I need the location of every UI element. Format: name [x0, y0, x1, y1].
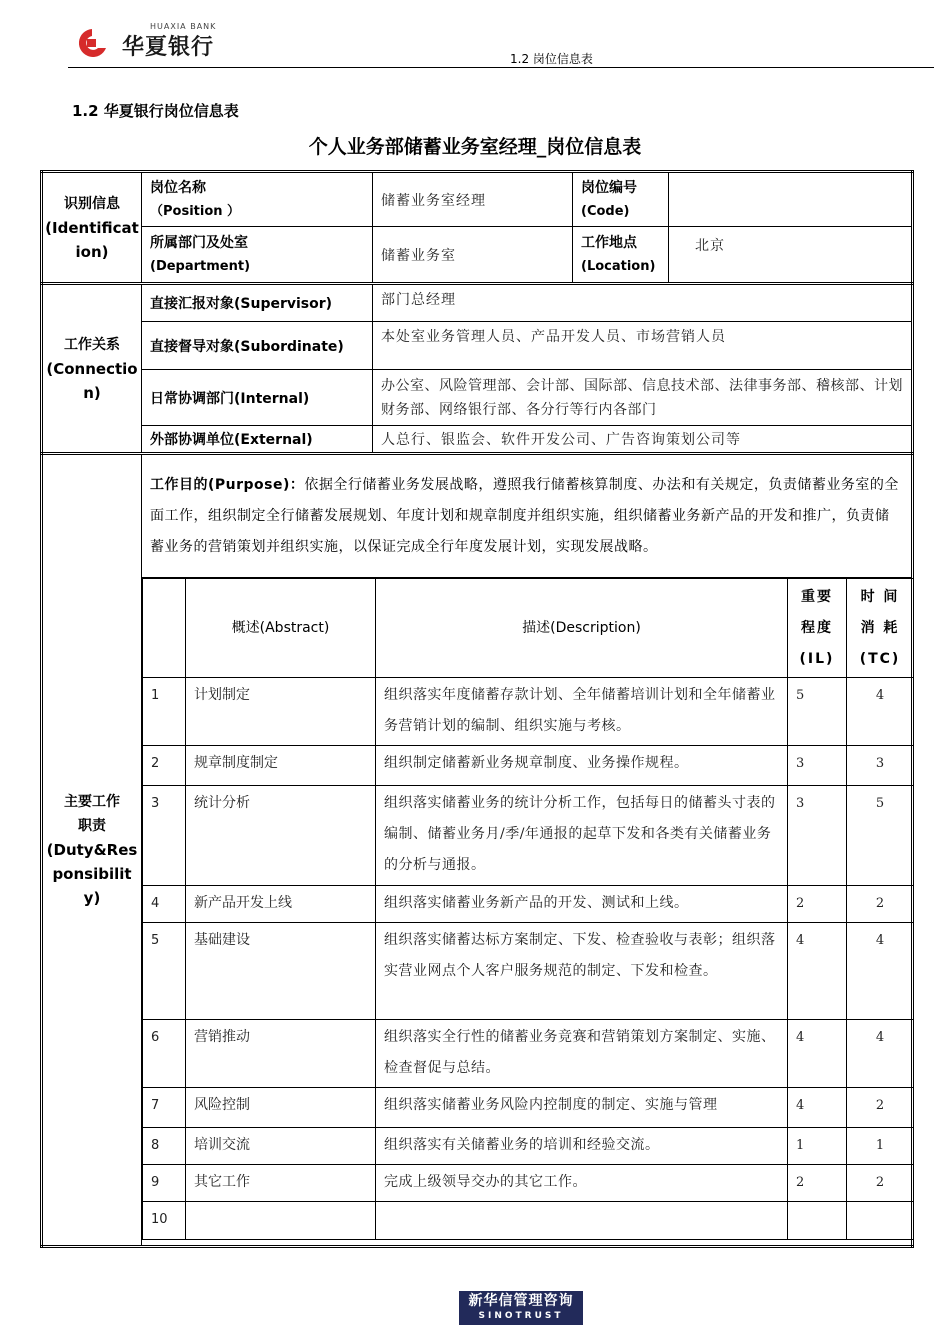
department-en: (Department): [150, 258, 251, 274]
connection-label-en: (Connection): [46, 359, 138, 402]
location-value: 北京: [669, 227, 913, 284]
sinotrust-logo: [459, 1291, 583, 1325]
duty-label-en: (Duty&Responsibility): [46, 841, 138, 907]
row-importance: 2: [788, 1165, 847, 1202]
row-description: 组织落实储蓄业务新产品的开发、测试和上线。: [376, 886, 788, 923]
logo-chinese-text: 华夏银行: [122, 35, 215, 60]
connection-label: [42, 284, 142, 454]
purpose-label: 工作目的(Purpose)：: [150, 476, 305, 493]
row-number: 4: [143, 886, 186, 923]
location-label: 工作地点: [581, 234, 637, 251]
row-time: 4: [847, 678, 914, 746]
row-time: 2: [847, 1165, 914, 1202]
row-number: 9: [143, 1165, 186, 1202]
position-code-cell: [573, 172, 669, 227]
row-time: 4: [847, 1020, 914, 1088]
row-importance: 2: [788, 886, 847, 923]
row-abstract: 培训交流: [186, 1128, 376, 1165]
purpose-cell: [142, 454, 913, 578]
row-description: 组织落实储蓄业务风险内控制度的制定、实施与管理: [376, 1088, 788, 1128]
header-no: [143, 579, 186, 678]
row-abstract: 统计分析: [186, 786, 376, 886]
duty-label: [42, 454, 142, 1247]
supervisor-label: 直接汇报对象(Supervisor): [142, 284, 373, 322]
header-abstract: 概述(Abstract): [186, 579, 376, 678]
duty-row: [143, 1165, 914, 1202]
supervisor-value: 部门总经理: [373, 284, 913, 322]
duty-rows: [143, 678, 914, 1240]
page-header: [0, 0, 950, 70]
row-time: 3: [847, 746, 914, 786]
row-abstract: 营销推动: [186, 1020, 376, 1088]
duty-row: [143, 886, 914, 923]
duty-label-cn: 主要工作职责: [64, 794, 120, 834]
connection-table: [40, 282, 914, 455]
subordinate-value: 本处室业务管理人员、产品开发人员、市场营销人员: [373, 322, 913, 370]
purpose-text: 依据全行储蓄业务发展战略，遵照我行储蓄核算制度、办法和有关规定，负责储蓄业务室的全面工作，组织制定全行储蓄发展规划、年度计划和规章制度并组织实施，组织储蓄业务新产品的开发和推广，负责储蓄业务的营销策划并组织实施，以保证完成全行年度发展计划，实现发展战略。: [150, 476, 899, 555]
row-description: 完成上级领导交办的其它工作。: [376, 1165, 788, 1202]
position-name-cell: [142, 172, 373, 227]
row-abstract: 计划制定: [186, 678, 376, 746]
duty-detail-cell: [142, 578, 913, 1247]
row-time: 2: [847, 1088, 914, 1128]
row-time: 5: [847, 786, 914, 886]
row-time: 1: [847, 1128, 914, 1165]
row-description: 组织落实有关储蓄业务的培训和经验交流。: [376, 1128, 788, 1165]
position-code-en: (Code): [581, 203, 630, 219]
row-importance: 3: [788, 746, 847, 786]
duty-row: [143, 786, 914, 886]
row-number: 5: [143, 923, 186, 1020]
row-number: 2: [143, 746, 186, 786]
duty-row: [143, 1202, 914, 1240]
position-name-value: 储蓄业务室经理: [373, 172, 573, 227]
identification-label-en: (Identification): [45, 218, 139, 261]
row-description: 组织制定储蓄新业务规章制度、业务操作规程。: [376, 746, 788, 786]
section-title: 1.2 华夏银行岗位信息表: [72, 102, 239, 120]
row-importance: 4: [788, 923, 847, 1020]
identification-label-cn: 识别信息: [64, 195, 120, 212]
department-cell: [142, 227, 373, 284]
header-rule: [68, 67, 934, 68]
duty-row: [143, 923, 914, 1020]
huaxia-bank-logo-icon: [72, 26, 112, 60]
row-importance: 4: [788, 1088, 847, 1128]
footer-logo-en: SINOTRUST: [478, 1311, 564, 1321]
running-header-title: 1.2 岗位信息表: [510, 52, 593, 66]
internal-label: 日常协调部门(Internal): [142, 370, 373, 426]
row-description: [376, 1202, 788, 1240]
external-label: 外部协调单位(External): [142, 426, 373, 454]
row-time: 2: [847, 886, 914, 923]
department-label: 所属部门及处室: [150, 234, 248, 251]
row-abstract: 新产品开发上线: [186, 886, 376, 923]
duty-row: [143, 1088, 914, 1128]
position-name-en: （Position ）: [150, 203, 241, 219]
header-description: 描述(Description): [376, 579, 788, 678]
row-abstract: 规章制度制定: [186, 746, 376, 786]
position-code-label: 岗位编号: [581, 179, 637, 196]
internal-value: 办公室、风险管理部、会计部、国际部、信息技术部、法律事务部、稽核部、计划财务部、网络银行部、各分行等行内各部门: [373, 370, 913, 426]
identification-table: [40, 170, 914, 285]
location-en: (Location): [581, 258, 656, 274]
subordinate-label: 直接督导对象(Subordinate): [142, 322, 373, 370]
duty-items-table: [142, 578, 914, 1240]
row-number: 10: [143, 1202, 186, 1240]
row-importance: 3: [788, 786, 847, 886]
connection-label-cn: 工作关系: [64, 336, 120, 353]
header-importance: 重要程度(IL): [788, 579, 847, 678]
row-description: 组织落实储蓄业务的统计分析工作，包括每日的储蓄头寸表的编制、储蓄业务月/季/年通报的起草下发和各类有关储蓄业务的分析与通报。: [376, 786, 788, 886]
row-importance: 1: [788, 1128, 847, 1165]
external-value: 人总行、银监会、软件开发公司、广告咨询策划公司等: [373, 426, 913, 454]
row-description: 组织落实全行性的储蓄业务竞赛和营销策划方案制定、实施、检查督促与总结。: [376, 1020, 788, 1088]
row-number: 6: [143, 1020, 186, 1088]
row-number: 1: [143, 678, 186, 746]
row-importance: 4: [788, 1020, 847, 1088]
duty-row: [143, 1020, 914, 1088]
row-number: 7: [143, 1088, 186, 1128]
location-cell: [573, 227, 669, 284]
row-abstract: 基础建设: [186, 923, 376, 1020]
duty-table: [40, 452, 914, 1248]
row-time: 4: [847, 923, 914, 1020]
row-abstract: [186, 1202, 376, 1240]
header-time: 时 间消 耗(TC): [847, 579, 914, 678]
position-name-label: 岗位名称: [150, 179, 206, 196]
identification-label: [42, 172, 142, 284]
position-code-value: [669, 172, 913, 227]
document-title: 个人业务部储蓄业务室经理_岗位信息表: [308, 136, 642, 158]
row-importance: [788, 1202, 847, 1240]
row-importance: 5: [788, 678, 847, 746]
row-description: 组织落实年度储蓄存款计划、全年储蓄培训计划和全年储蓄业务营销计划的编制、组织实施与考核。: [376, 678, 788, 746]
duty-row: [143, 746, 914, 786]
duty-row: [143, 678, 914, 746]
row-abstract: 风险控制: [186, 1088, 376, 1128]
duty-row: [143, 1128, 914, 1165]
row-number: 3: [143, 786, 186, 886]
row-abstract: 其它工作: [186, 1165, 376, 1202]
row-number: 8: [143, 1128, 186, 1165]
logo-english-text: HUAXIA BANK: [150, 22, 217, 31]
footer-logo-cn: 新华信管理咨询: [468, 1293, 574, 1309]
department-value: 储蓄业务室: [373, 227, 573, 284]
row-description: 组织落实储蓄达标方案制定、下发、检查验收与表彰；组织落实营业网点个人客户服务规范的制定、下发和检查。: [376, 923, 788, 1020]
row-time: [847, 1202, 914, 1240]
